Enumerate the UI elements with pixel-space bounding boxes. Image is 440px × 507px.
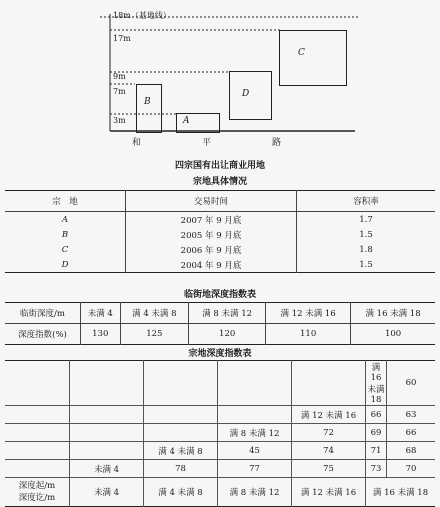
depth-range-cell: 满 16 未满 18 [351,303,435,324]
parcel-info-table [5,190,435,273]
table-header-row [5,191,435,212]
index-cell: 110 [266,324,351,345]
index-cell: 100 [351,324,435,345]
table-cell: 73 [366,460,387,478]
parcel-diagram [0,0,440,150]
col-header-date: 交易时间 [126,191,297,212]
height-label-18m: 18m（基地线） [113,11,171,20]
date-cell: 2005 年 9 月底 [126,227,297,242]
table-cell [144,424,218,442]
table-cell [218,361,292,406]
far-cell: 1.8 [297,242,436,257]
parcel-depth-table [5,360,435,507]
table-cell: 66 [387,424,436,442]
table-cell [5,424,70,442]
table-row [5,406,435,424]
depth-start-label: 深度起/m [18,481,56,491]
far-cell: 1.5 [297,257,436,273]
table-cell: 75 [292,460,366,478]
table-cell [70,406,144,424]
table-cell: 63 [387,406,436,424]
parcel-d-label: D [242,89,250,99]
table-cell: 68 [387,442,436,460]
parcel-d [229,71,272,120]
table1-subtitle: 宗地具体情况 [192,177,247,187]
col-header: 满 16 未满 18 [366,478,436,507]
table2-title: 临街地深度指数表 [183,290,256,300]
date-cell: 2006 年 9 月底 [126,242,297,257]
col-header: 未满 4 [70,478,144,507]
table-row [5,361,435,406]
parcel-c [279,30,347,86]
index-cell: 130 [81,324,121,345]
table-cell: 69 [366,424,387,442]
diagram-lines [0,0,440,150]
parcel-cell: B [61,229,69,240]
table1-title: 四宗国有出让商业用地 [174,161,265,171]
table-row [5,257,435,273]
table-cell: 满 16 未满 18 [366,361,387,406]
road-char-1: 和 [132,138,142,148]
table-cell: 77 [218,460,292,478]
table-cell: 60 [387,361,436,406]
parcel-a-label: A [183,116,190,126]
table-row [5,242,435,257]
parcel-cell: D [61,259,69,270]
table-cell: 66 [366,406,387,424]
table-cell [144,361,218,406]
index-cell: 125 [120,324,189,345]
col-header: 满 12 未满 16 [292,478,366,507]
height-label-7m: 7m [113,87,126,96]
parcel-c-label: C [298,48,305,58]
table-cell [5,460,70,478]
street-depth-table [5,302,435,345]
table-cell: 满 4 未满 8 [144,442,218,460]
table-row [5,324,435,345]
table-row [5,460,435,478]
depth-range-cell: 满 4 未满 8 [120,303,189,324]
date-cell: 2007 年 9 月底 [126,212,297,228]
table-cell [5,361,70,406]
depth-axis-header [5,478,70,507]
table-row [5,227,435,242]
table-cell [70,361,144,406]
table-cell [144,406,218,424]
col-header-parcel: 宗 地 [5,191,126,212]
table-cell: 45 [218,442,292,460]
parcel-cell: A [61,214,69,225]
table-cell: 70 [387,460,436,478]
depth-range-cell: 未满 4 [81,303,121,324]
table-cell [218,406,292,424]
table-cell [70,442,144,460]
height-label-3m: 3m [113,116,126,125]
table-row [5,424,435,442]
height-label-17m: 17m [113,34,131,43]
col-header: 满 4 未满 8 [144,478,218,507]
road-char-3: 路 [272,138,282,148]
table-cell [70,424,144,442]
table-cell [5,442,70,460]
table-cell: 71 [366,442,387,460]
date-cell: 2004 年 9 月底 [126,257,297,273]
parcel-cell: C [61,244,69,255]
table-row [5,212,435,228]
height-label-9m: 9m [113,72,126,81]
depth-end-label: 深度讫/m [18,493,56,503]
table-cell [292,361,366,406]
row-header-index: 深度指数(%) [5,324,81,345]
depth-range-cell: 满 8 未满 12 [189,303,266,324]
parcel-b [136,84,162,133]
table-header-row [5,478,435,507]
table-cell: 满 8 未满 12 [218,424,292,442]
table3-title: 宗地深度指数表 [188,349,252,359]
table-row [5,303,435,324]
table-row [5,442,435,460]
far-cell: 1.5 [297,227,436,242]
table-cell: 78 [144,460,218,478]
index-cell: 120 [189,324,266,345]
col-header: 满 8 未满 12 [218,478,292,507]
table-cell: 72 [292,424,366,442]
table-cell: 74 [292,442,366,460]
far-cell: 1.7 [297,212,436,228]
table-cell [5,406,70,424]
col-header-far: 容积率 [297,191,436,212]
table-cell: 未满 4 [70,460,144,478]
depth-range-cell: 满 12 未满 16 [266,303,351,324]
parcel-b-label: B [144,97,151,107]
table-cell: 满 12 未满 16 [292,406,366,424]
row-header-depth: 临街深度/m [20,309,65,319]
road-char-2: 平 [202,138,212,148]
